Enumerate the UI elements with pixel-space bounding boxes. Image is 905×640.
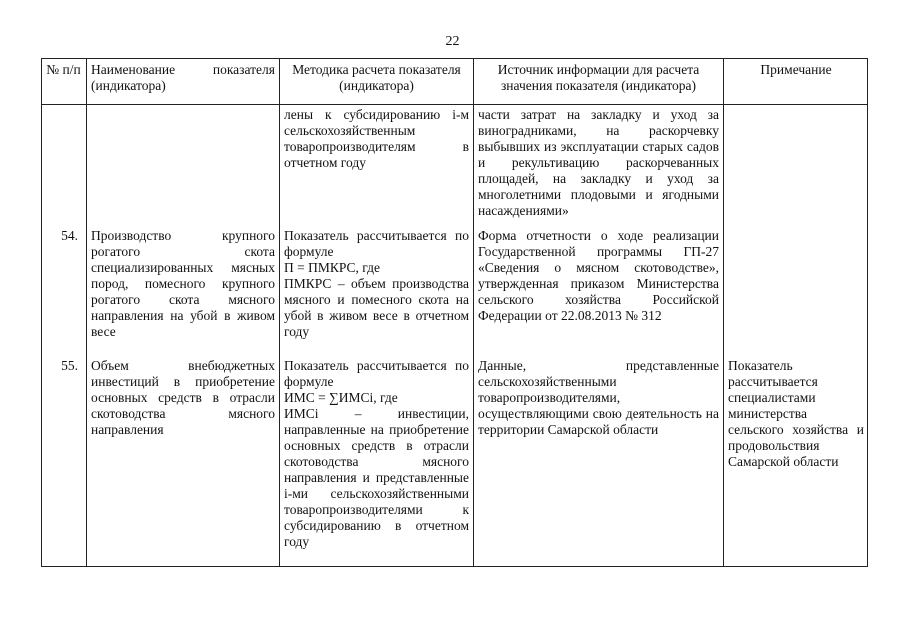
calculation-method [279,356,473,566]
information-source: Данные, представленные сельскохозяйственными товаропроизводителями, осуществляющими свою деятельность на территории Самарской области [478,358,719,437]
indicator-name [86,105,279,226]
header-information-source: Источник информации для расчета значения показателя (индикатора) [497,62,700,93]
row-number: 55. [61,358,78,373]
row-number [41,105,86,226]
table-row-55 [41,356,868,566]
header-indicator-name: Наименование показателя (индикатора) [91,62,275,93]
calculation-method [279,226,473,356]
header-note: Примечание [760,62,832,77]
header-number: № п/п [46,62,81,77]
calculation-method: лены к субсидированию i-м сельскохозяйственным товаропроизводителям в отчетном году [284,107,469,170]
note [723,105,868,226]
method-definition: ПМКРС – объем производства мясного и помесного скота на убой в живом весе в отчетном году [284,276,469,339]
table-header-row [41,59,868,105]
method-intro: Показатель рассчитывается по формуле [284,358,469,389]
indicators-table [41,58,868,567]
information-source: Форма отчетности о ходе реализации Государственной программы ГП-27 «Сведения о мясном скотоводстве», утвержденная приказом Министерства сельского хозяйства Российской Федерации от 22.08.2013 № 312 [478,228,719,323]
note [723,226,868,356]
method-intro: Показатель рассчитывается по формуле [284,228,469,259]
method-formula: П = ПМКРС, где [284,260,381,275]
method-definition: ИМСi – инвестиции, направленные на приобретение основных средств в отрасли скотоводства мясного направления и представленные i-ми сельскохозяйственными товаропроизводителями к субсидированию в отчетном году [284,406,469,549]
note: Показатель рассчитывается специалистами министерства сельского хозяйства и продовольствия Самарской области [728,358,864,469]
indicator-name: Объем внебюджетных инвестиций в приобретение основных средств в отрасли скотоводства мясного направления [91,358,275,437]
row-number: 54. [61,228,78,243]
method-formula: ИМС = ∑ИМСi, где [284,390,398,405]
table-row-54 [41,226,868,356]
table-row-continued [41,105,868,226]
indicator-name: Производство крупного рогатого скота специализированных мясных пород, помесного крупного рогатого скота мясного направления на убой в живом весе [91,228,275,339]
header-calculation-method: Методика расчета показателя (индикатора) [292,62,461,93]
information-source: части затрат на закладку и уход за виноградниками, на раскорчевку выбывших из эксплуатации старых садов и рекультивацию раскорчеванных площадей, на закладку и уход за многолетними плодовыми и ягодными насаждениями» [478,107,719,218]
page-number: 22 [445,34,460,49]
